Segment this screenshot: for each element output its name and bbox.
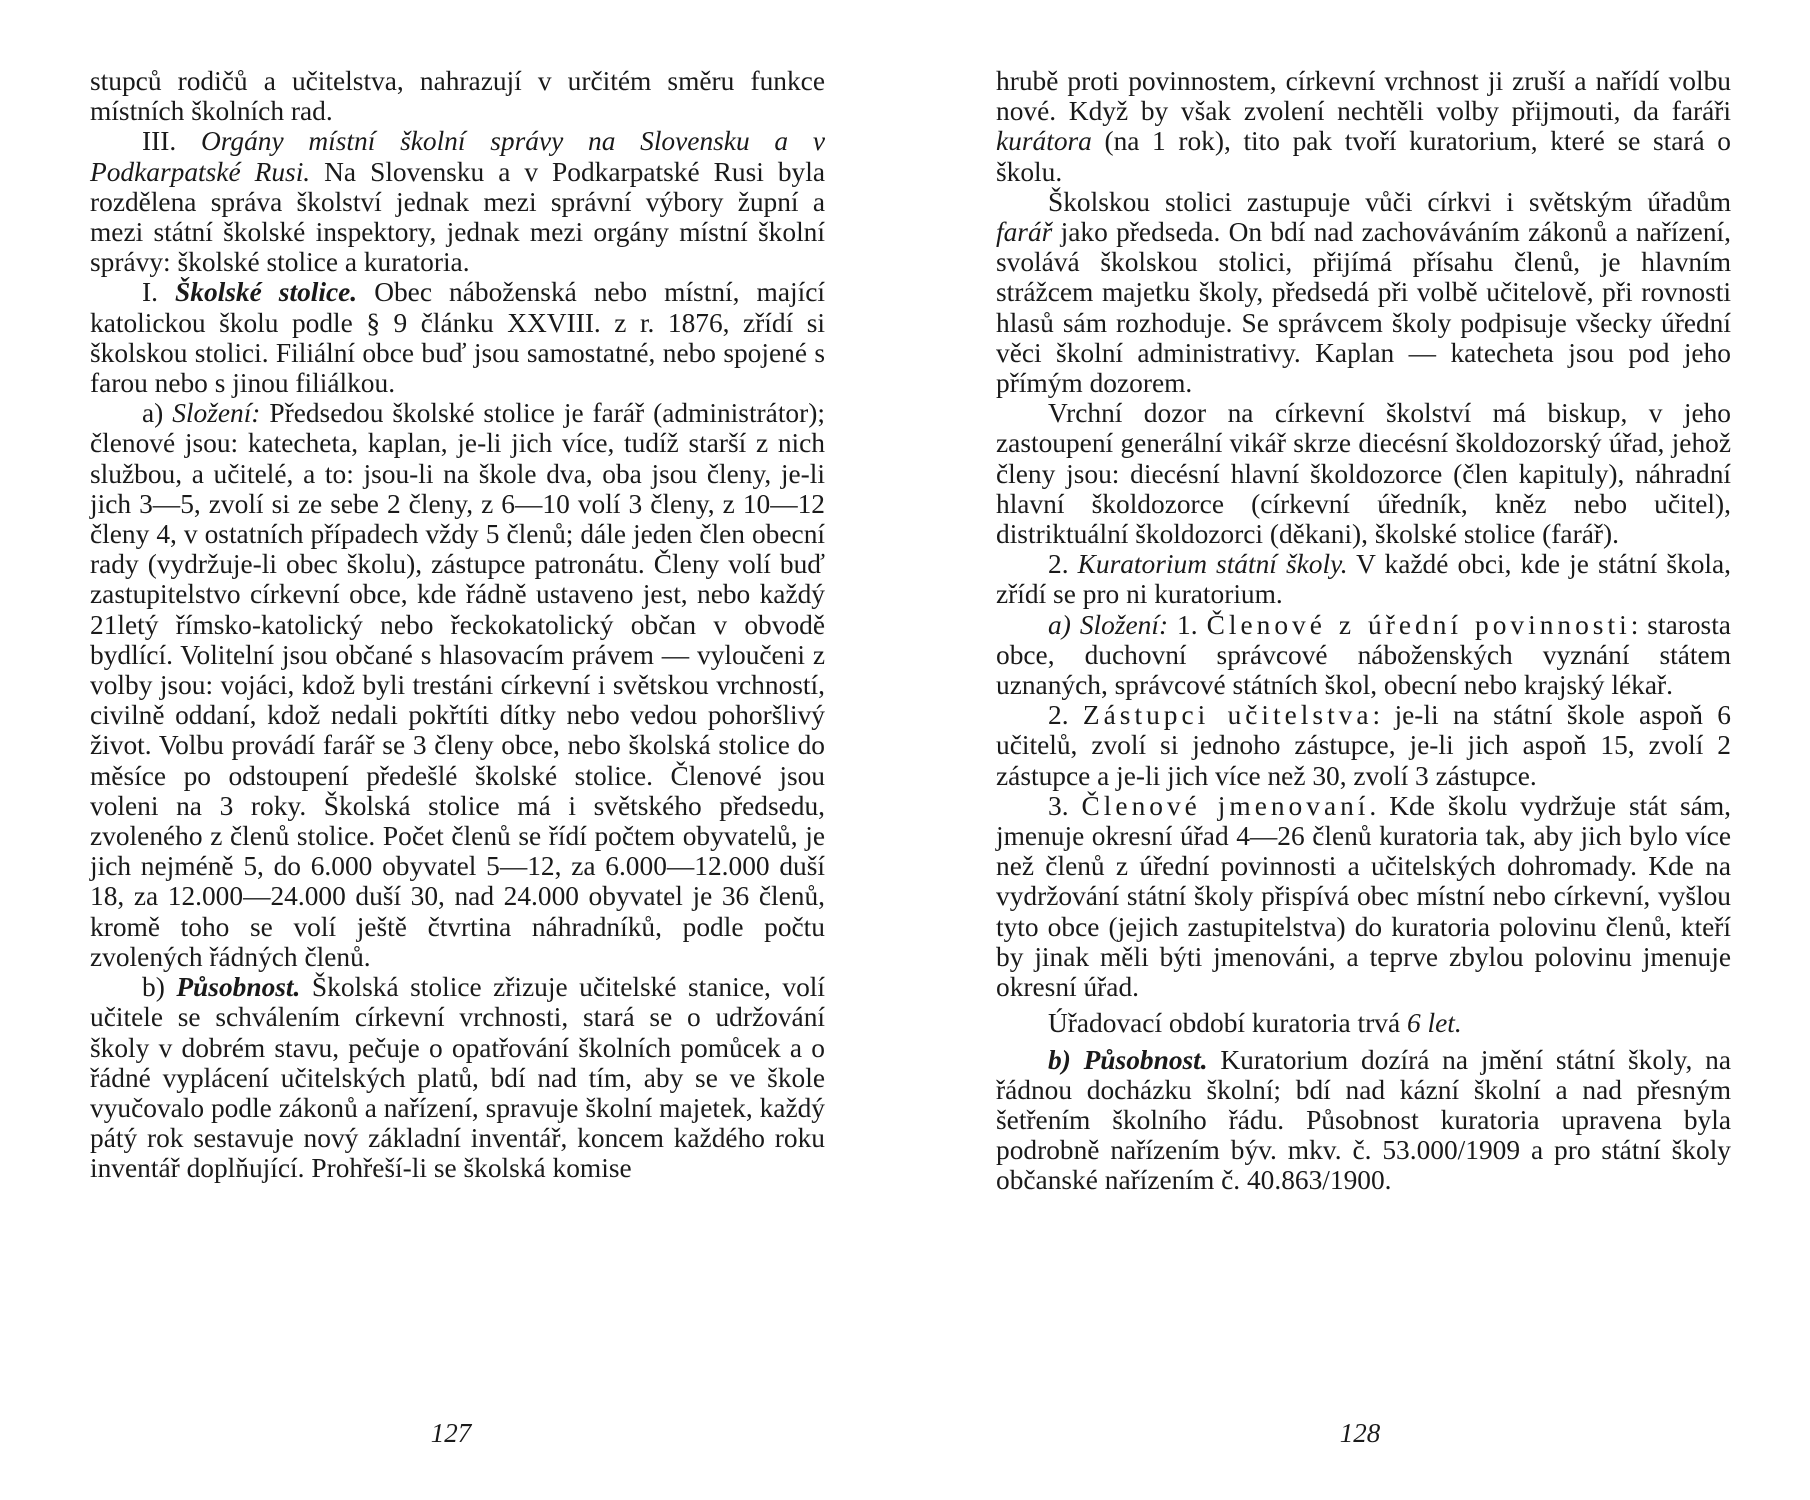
left-page-number: 127: [430, 1418, 472, 1448]
paragraph-p2: [90, 126, 825, 277]
text-run: Školská stolice zřizuje učitelské stanice, volí učitele se schválením církevní vrchnosti, stará se o udržování školy v dobrém stavu, pečuje o opatřování školních pomůcek a o řádné vyplácení učitelských platů, bdí nad tím, aby se ve škole vyučovalo podle zákonů a nařízení, spravuje školní majetek, každý pátý rok sestavuje nový základní inventář, koncem každého roku inventář doplňující. Prohřeší-li se školská komise: [90, 972, 825, 1184]
paragraph-p3: [90, 277, 825, 398]
left-page-body: [90, 66, 825, 1184]
emphasis-text: Složení:: [172, 398, 261, 429]
emphasis-text: b) Působnost.: [1048, 1044, 1208, 1075]
text-run: Předsedou školské stolice je farář (administrátor); členové jsou: katecheta, kaplan, je-li jich více, tudíž starší z nich službou, a učitelé, a to: jsou-li na škole dva, oba jsou členy, je-li jich 3—5, zvolí si ze sebe 2 členy, z 6—10 volí 3 členy, z 10—12 členy 4, v ostatních případech vždy 5 členů; dále jeden člen obecní rady (vydržuje-li obec školu), zástupce patronátu. Členy volí buď zastupitelstvo církevní obce, kde řádně ustaveno jest, nebo každý 21letý římsko-katolický nebo řeckokatolický občan v obvodě bydlící. Volitelní jsou občané s hlasovacím právem — vyloučeni z volby jsou: vojáci, kdož byli trestáni církevní i světskou vrchností, civilně oddaní, kdož nedali pokřtíti dítky nebo vedou pohoršlivý život. Volbu provádí farář se 3 členy obce, nebo školská stolice do měsíce po odstoupení předešlé školské stolice. Členové jsou voleni na 3 roky. Školská stolice má i světského předsedu, zvoleného z členů stolice. Počet členů se řídí počtem obyvatelů, je jich nejméně 5, do 6.000 obyvatel 5—12, za 6.000—12.000 duší 18, za 12.000—24.000 duší 30, nad 24.000 obyvatel je 36 členů, kromě toho se volí ještě čtvrtina náhradníků, podle počtu zvolených řádných členů.: [90, 398, 825, 972]
emphasis-text: Orgány místní školní správy na Slovensku a v Podkarpatské Rusi.: [90, 126, 825, 187]
paragraph-p1: [90, 66, 825, 126]
text-run: I.: [142, 277, 176, 308]
paragraph-p5: [90, 972, 825, 1183]
paragraph-r7: [996, 791, 1731, 1002]
emphasis-text: Školské stolice.: [175, 277, 358, 308]
text-run: Vrchní dozor na církevní školství má biskup, v jeho zastoupení generální vikář skrze diecésní školdozorský úřad, jehož členy jsou: diecésní hlavní školdozorce (člen kapituly), náhradní hlavní školdozorce (církevní úředník, kněz nebo učitel), distriktuální školdozorci (děkani), školské stolice (farář).: [996, 398, 1731, 550]
text-run: 1.: [1168, 609, 1207, 640]
text-run: 3.: [1048, 790, 1082, 821]
text-run: Na Slovensku a v Podkarpatské Rusi byla rozdělena správa školství jednak mezi správní výbory župní a mezi státní školské inspektory, jednak mezi orgány místní školní správy: školské stolice a kuratoria.: [90, 156, 826, 278]
right-page-body: [996, 66, 1731, 1196]
paragraph-r1: [996, 66, 1731, 187]
emphasis-text: 6 let.: [1407, 1008, 1462, 1039]
paragraph-r6: [996, 700, 1731, 791]
emphasis-text: Členové z úřední povinnosti: [1206, 609, 1631, 640]
text-run: Školskou stolici zastupuje vůči církvi i světským úřadům: [1048, 186, 1731, 217]
paragraph-r3: [996, 398, 1731, 549]
text-run: : je-li na státní škole aspoň 6 učitelů, zvolí si jednoho zástupce, je-li jich aspoň 15, zvolí 2 zástupce a je-li jich více než 30, zvolí 3 zástupce.: [996, 700, 1731, 791]
text-run: 2.: [1048, 700, 1083, 731]
text-run: stupců rodičů a učitelstva, nahrazují v určitém směru funkce místních školních rad.: [90, 66, 825, 127]
emphasis-text: Kuratorium státní školy.: [1077, 549, 1348, 580]
text-run: jako předseda. On bdí nad zachováváním zákonů a nařízení, svolává školskou stolici, přijímá přísahu členů, je hlavním strážcem majetku školy, předsedá při volbě učitelově, při rovnosti hlasů sám rozhoduje. Se správcem školy podpisuje všecky úřední věci školní administrativy. Kaplan — katecheta jsou pod jeho přímým dozorem.: [996, 217, 1731, 399]
text-run: Obec náboženská nebo místní, mající katolickou školu podle § 9 článku XXVIII. z r. 1876, zřídí si školskou stolici. Filiální obce buď jsou samostatné, nebo spojené s farou nebo s jinou filiálkou.: [90, 277, 825, 399]
paragraph-r5: [996, 610, 1731, 701]
text-run: Úřadovací období kuratoria trvá: [1048, 1008, 1407, 1039]
text-run: 2.: [1048, 549, 1078, 580]
text-run: Kuratorium dozírá na jmění státní školy, na řádnou docházku školní; bdí nad kázní školní a nad přesným šetřením školního řádu. Působnost kuratoria upravena byla podrobně nařízením býv. mkv. č. 53.000/1909 a pro státní školy občanské nařízením č. 40.863/1900.: [996, 1044, 1731, 1196]
emphasis-text: Členové jmenovaní: [1081, 790, 1370, 821]
emphasis-text: Působnost.: [176, 972, 301, 1003]
text-run: b): [142, 972, 177, 1003]
emphasis-text: a) Složení:: [1048, 609, 1169, 640]
paragraph-r8: [996, 1008, 1731, 1038]
paragraph-r9: [996, 1045, 1731, 1196]
text-run: hrubě proti povinnostem, církevní vrchnost ji zruší a nařídí volbu nové. Když by však zvolení nechtěli volby přijmouti, da faráři: [996, 66, 1731, 127]
right-page-number: 128: [1339, 1418, 1381, 1448]
emphasis-text: kurátora: [996, 126, 1092, 157]
emphasis-text: Zástupci učitelstva: [1082, 700, 1373, 731]
text-run: a): [142, 398, 173, 429]
text-run: III.: [142, 126, 201, 157]
paragraph-r4: [996, 549, 1731, 609]
text-run: . Kde školu vydržuje stát sám, jmenuje okresní úřad 4—26 členů kuratoria tak, aby jich bylo více než členů z úřední povinnosti a učitelských dohromady. Kde na vydržování státní školy přispívá obec místní nebo církevní, vyšlou tyto obce (jejich zastupitelstva) do kuratoria polovinu členů, kteří by jinak měli býti jmenováni, a teprve zbylou polovinu jmenuje okresní úřad.: [996, 790, 1731, 1003]
text-run: : starosta obce, duchovní správcové náboženských vyznání státem uznaných, správcové státních škol, obecní nebo krajský lékař.: [996, 609, 1731, 701]
emphasis-text: farář: [996, 217, 1053, 248]
text-run: (na 1 rok), tito pak tvoří kuratorium, které se stará o školu.: [996, 126, 1731, 187]
text-run: V každé obci, kde je státní škola, zřídí se pro ni kuratorium.: [996, 549, 1732, 610]
paragraph-p4: [90, 398, 825, 972]
paragraph-r2: [996, 187, 1731, 398]
